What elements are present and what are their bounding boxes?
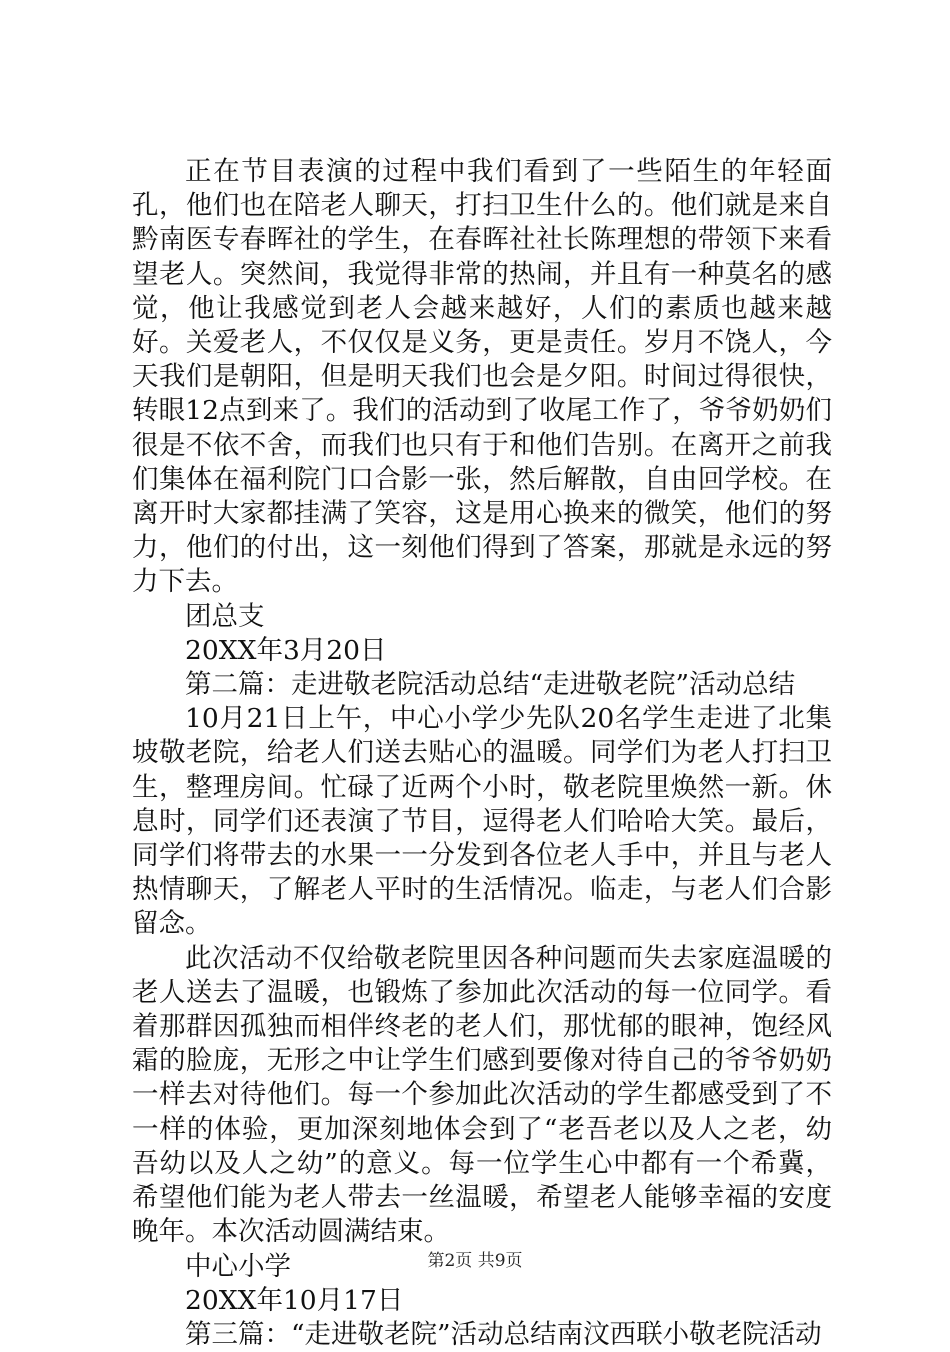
- signature-school: 中心小学: [185, 1250, 291, 1282]
- signature-org: 团总支: [185, 600, 265, 632]
- section-heading-2: 第二篇：走进敬老院活动总结“走进敬老院”活动总结: [185, 669, 796, 701]
- paragraph-volunteers: 正在节目表演的过程中我们看到了一些陌生的年轻面孔，他们也在陪老人聊天，打扫卫生什么的。他们就是来自黔南医专春晖社的学生，在春晖社社长陈理想的带领下来看望老人。突然间，我觉得非常的热闹，并且有一种莫名的感觉，他让我感觉到老人会越来越好，人们的素质也越来越好。关爱老人，不仅仅是义务，更是责任。岁月不饶人，今天我们是朝阳，但是明天我们也会是夕阳。时间过得很快，转眼12点到来了。我们的活动到了收尾工作了，爷爷奶奶们很是不依不舍，而我们也只有于和他们告别。在离开之前我们集体在福利院门口合影一张，然后解散，自由回学校。在离开时大家都挂满了笑容，这是用心换来的微笑，他们的努力，他们的付出，这一刻他们得到了答案，那就是永远的努力下去。: [132, 156, 832, 598]
- document-body: [132, 155, 832, 1352]
- paragraph-visit: 10月21日上午，中心小学少先队20名学生走进了北集坡敬老院，给老人们送去贴心的温暖。同学们为老人打扫卫生，整理房间。忙碌了近两个小时，敬老院里焕然一新。休息时，同学们还表演了节目，逗得老人们哈哈大笑。最后，同学们将带去的水果一一分发到各位老人手中，并且与老人热情聊天，了解老人平时的生活情况。临走，与老人们合影留念。: [132, 703, 832, 940]
- signature-date: 20XX年3月20日: [185, 634, 387, 666]
- paragraph-reflection: 此次活动不仅给敬老院里因各种问题而失去家庭温暖的老人送去了温暖，也锻炼了参加此次活动的每一位同学。看着那群因孤独而相伴终老的老人们，那忧郁的眼神，饱经风霜的脸庞，无形之中让学生们感到要像对待自己的爷爷奶奶一样去对待他们。每一个参加此次活动的学生都感受到了不一样的体验，更加深刻地体会到了“老吾老以及人之老，幼吾幼以及人之幼”的意义。每一位学生心中都有一个希冀，希望他们能为老人带去一丝温暖，希望老人能够幸福的安度晚年。本次活动圆满结束。: [132, 942, 832, 1248]
- section-heading-3: 第三篇：“走进敬老院”活动总结南汶西联小敬老院活动: [185, 1318, 822, 1350]
- signature-date-2: 20XX年10月17日: [185, 1284, 404, 1316]
- page-footer: 第2页 共9页: [427, 1251, 523, 1271]
